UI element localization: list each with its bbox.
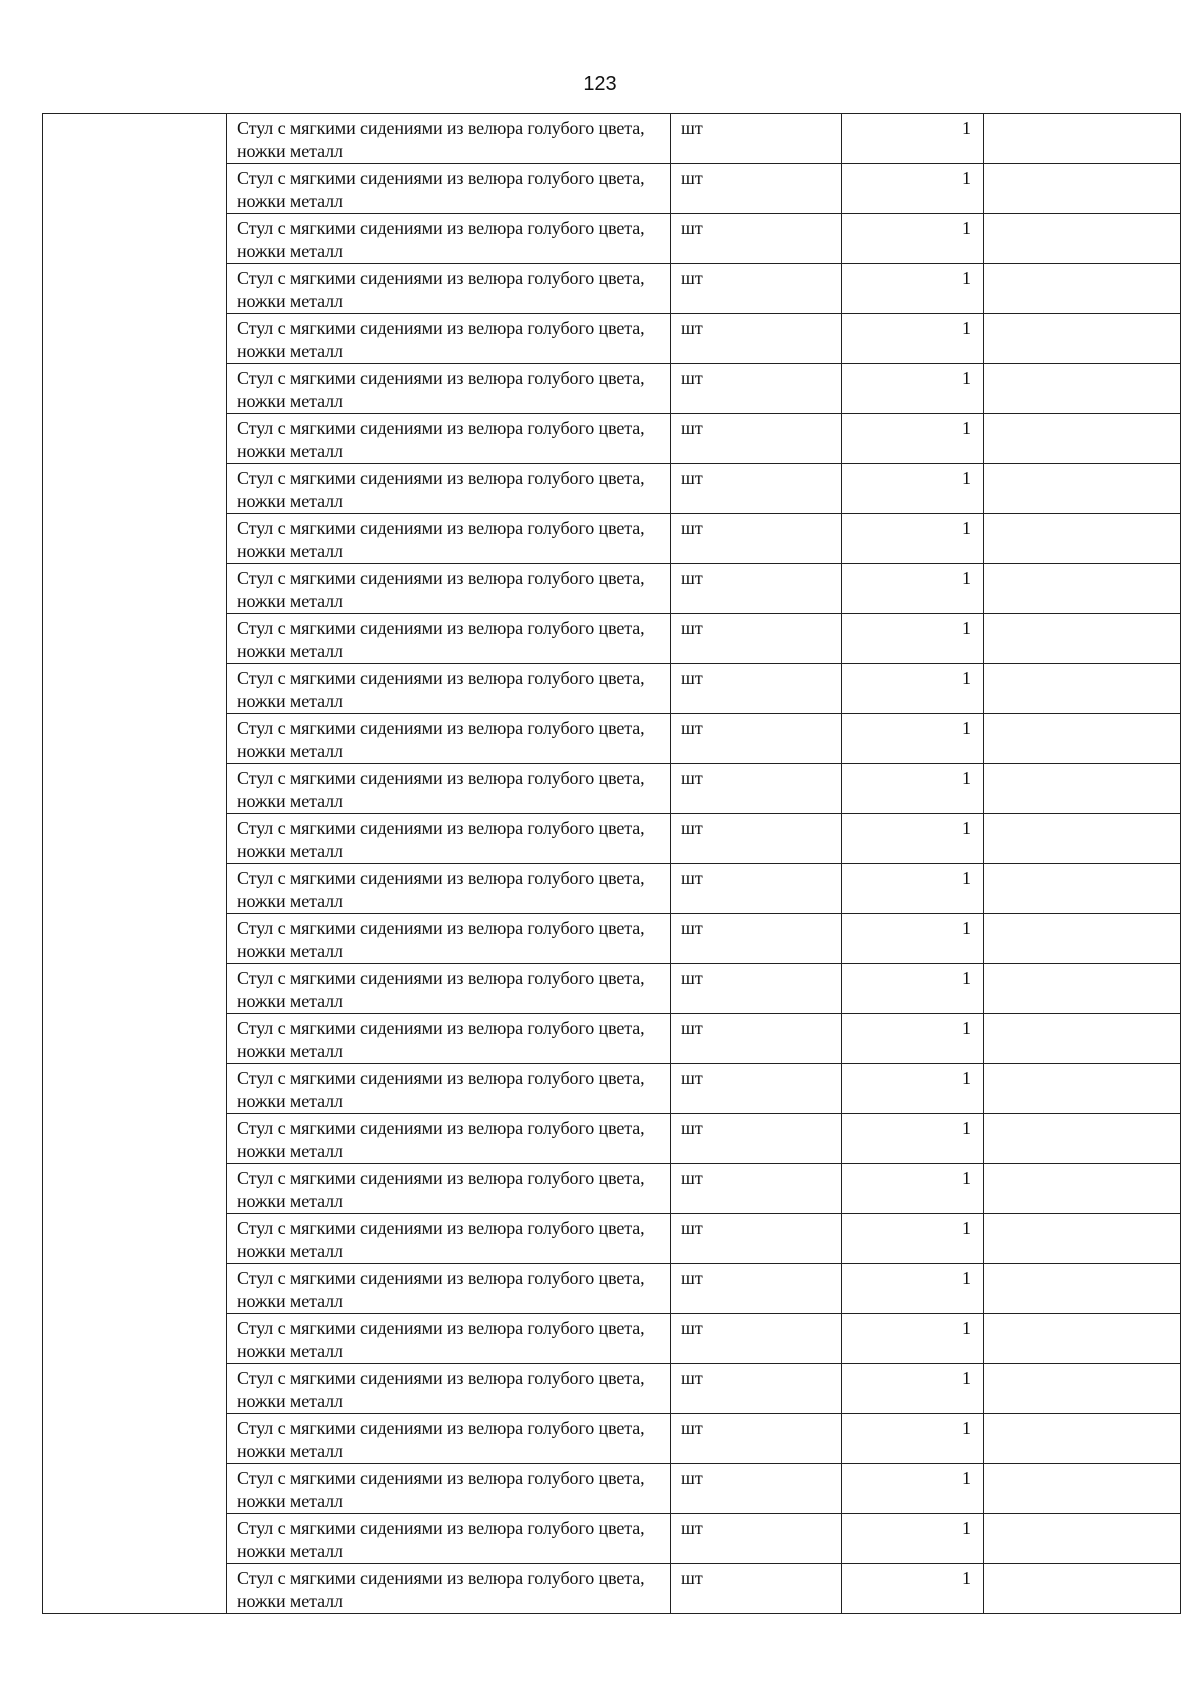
quantity-cell [842, 864, 984, 914]
unit-cell [671, 114, 842, 164]
description-cell [227, 114, 671, 164]
description-cell [227, 1414, 671, 1464]
item-unit: шт [681, 1518, 703, 1538]
item-quantity: 1 [962, 1318, 971, 1338]
item-quantity: 1 [962, 468, 971, 488]
description-cell [227, 1264, 671, 1314]
description-cell [227, 164, 671, 214]
inventory-table [42, 113, 1181, 1614]
unit-cell [671, 264, 842, 314]
unit-cell [671, 464, 842, 514]
unit-cell [671, 214, 842, 264]
item-description: Стул с мягкими сидениями из велюра голубого цвета, ножки металл [237, 868, 645, 911]
unit-cell [671, 1064, 842, 1114]
item-unit: шт [681, 668, 703, 688]
note-cell [984, 614, 1181, 664]
item-unit: шт [681, 168, 703, 188]
description-cell [227, 514, 671, 564]
unit-cell [671, 914, 842, 964]
description-cell [227, 714, 671, 764]
item-description: Стул с мягкими сидениями из велюра голубого цвета, ножки металл [237, 418, 645, 461]
quantity-cell [842, 1314, 984, 1364]
item-description: Стул с мягкими сидениями из велюра голубого цвета, ножки металл [237, 1568, 645, 1611]
note-cell [984, 1314, 1181, 1364]
item-description: Стул с мягкими сидениями из велюра голубого цвета, ножки металл [237, 518, 645, 561]
quantity-cell [842, 1214, 984, 1264]
item-quantity: 1 [962, 1568, 971, 1588]
quantity-cell [842, 514, 984, 564]
quantity-cell [842, 364, 984, 414]
note-cell [984, 564, 1181, 614]
description-cell [227, 214, 671, 264]
unit-cell [671, 564, 842, 614]
item-description: Стул с мягкими сидениями из велюра голубого цвета, ножки металл [237, 1368, 645, 1411]
description-cell [227, 264, 671, 314]
unit-cell [671, 1114, 842, 1164]
description-cell [227, 1064, 671, 1114]
note-cell [984, 964, 1181, 1014]
unit-cell [671, 1164, 842, 1214]
description-cell [227, 1014, 671, 1064]
quantity-cell [842, 414, 984, 464]
item-description: Стул с мягкими сидениями из велюра голубого цвета, ножки металл [237, 318, 645, 361]
item-quantity: 1 [962, 218, 971, 238]
item-description: Стул с мягкими сидениями из велюра голубого цвета, ножки металл [237, 1318, 645, 1361]
unit-cell [671, 1514, 842, 1564]
quantity-cell [842, 764, 984, 814]
item-description: Стул с мягкими сидениями из велюра голубого цвета, ножки металл [237, 1218, 645, 1261]
unit-cell [671, 364, 842, 414]
description-cell [227, 864, 671, 914]
item-unit: шт [681, 1218, 703, 1238]
note-cell [984, 1164, 1181, 1214]
quantity-cell [842, 714, 984, 764]
description-cell [227, 1564, 671, 1614]
quantity-cell [842, 264, 984, 314]
item-unit: шт [681, 468, 703, 488]
item-unit: шт [681, 418, 703, 438]
item-quantity: 1 [962, 418, 971, 438]
note-cell [984, 714, 1181, 764]
item-quantity: 1 [962, 868, 971, 888]
item-unit: шт [681, 118, 703, 138]
quantity-cell [842, 314, 984, 364]
item-unit: шт [681, 1268, 703, 1288]
unit-cell [671, 1464, 842, 1514]
unit-cell [671, 764, 842, 814]
item-description: Стул с мягкими сидениями из велюра голубого цвета, ножки металл [237, 618, 645, 661]
item-unit: шт [681, 318, 703, 338]
quantity-cell [842, 1414, 984, 1464]
inventory-table-body [43, 114, 1181, 1614]
item-description: Стул с мягкими сидениями из велюра голубого цвета, ножки металл [237, 1268, 645, 1311]
item-description: Стул с мягкими сидениями из велюра голубого цвета, ножки металл [237, 918, 645, 961]
item-unit: шт [681, 568, 703, 588]
item-unit: шт [681, 918, 703, 938]
note-cell [984, 164, 1181, 214]
page-number: 123 [583, 73, 617, 95]
note-cell [984, 664, 1181, 714]
description-cell [227, 1514, 671, 1564]
item-unit: шт [681, 968, 703, 988]
quantity-cell [842, 114, 984, 164]
note-cell [984, 1414, 1181, 1464]
item-quantity: 1 [962, 1118, 971, 1138]
item-quantity: 1 [962, 1518, 971, 1538]
item-quantity: 1 [962, 1018, 971, 1038]
note-cell [984, 314, 1181, 364]
item-quantity: 1 [962, 118, 971, 138]
item-unit: шт [681, 1368, 703, 1388]
unit-cell [671, 614, 842, 664]
note-cell [984, 114, 1181, 164]
unit-cell [671, 164, 842, 214]
description-cell [227, 1164, 671, 1214]
note-cell [984, 764, 1181, 814]
unit-cell [671, 714, 842, 764]
item-quantity: 1 [962, 368, 971, 388]
description-cell [227, 764, 671, 814]
item-description: Стул с мягкими сидениями из велюра голубого цвета, ножки металл [237, 1018, 645, 1061]
item-quantity: 1 [962, 1418, 971, 1438]
quantity-cell [842, 664, 984, 714]
item-description: Стул с мягкими сидениями из велюра голубого цвета, ножки металл [237, 218, 645, 261]
note-cell [984, 1214, 1181, 1264]
quantity-cell [842, 914, 984, 964]
item-description: Стул с мягкими сидениями из велюра голубого цвета, ножки металл [237, 268, 645, 311]
item-unit: шт [681, 268, 703, 288]
description-cell [227, 1314, 671, 1364]
item-unit: шт [681, 518, 703, 538]
note-cell [984, 864, 1181, 914]
item-description: Стул с мягкими сидениями из велюра голубого цвета, ножки металл [237, 1068, 645, 1111]
item-unit: шт [681, 1118, 703, 1138]
unit-cell [671, 864, 842, 914]
item-quantity: 1 [962, 1068, 971, 1088]
quantity-cell [842, 614, 984, 664]
item-unit: шт [681, 368, 703, 388]
item-quantity: 1 [962, 268, 971, 288]
unit-cell [671, 414, 842, 464]
item-quantity: 1 [962, 768, 971, 788]
quantity-cell [842, 1064, 984, 1114]
item-unit: шт [681, 868, 703, 888]
item-description: Стул с мягкими сидениями из велюра голубого цвета, ножки металл [237, 968, 645, 1011]
item-description: Стул с мягкими сидениями из велюра голубого цвета, ножки металл [237, 818, 645, 861]
item-description: Стул с мягкими сидениями из велюра голубого цвета, ножки металл [237, 368, 645, 411]
description-cell [227, 464, 671, 514]
item-description: Стул с мягкими сидениями из велюра голубого цвета, ножки металл [237, 1168, 645, 1211]
item-quantity: 1 [962, 168, 971, 188]
note-cell [984, 414, 1181, 464]
note-cell [984, 1564, 1181, 1614]
item-unit: шт [681, 618, 703, 638]
item-description: Стул с мягкими сидениями из велюра голубого цвета, ножки металл [237, 168, 645, 211]
item-unit: шт [681, 718, 703, 738]
item-description: Стул с мягкими сидениями из велюра голубого цвета, ножки металл [237, 718, 645, 761]
item-unit: шт [681, 1068, 703, 1088]
item-quantity: 1 [962, 818, 971, 838]
description-cell [227, 314, 671, 364]
quantity-cell [842, 214, 984, 264]
item-unit: шт [681, 768, 703, 788]
quantity-cell [842, 564, 984, 614]
item-description: Стул с мягкими сидениями из велюра голубого цвета, ножки металл [237, 568, 645, 611]
unit-cell [671, 1314, 842, 1364]
note-cell [984, 814, 1181, 864]
item-quantity: 1 [962, 318, 971, 338]
unit-cell [671, 1364, 842, 1414]
quantity-cell [842, 1164, 984, 1214]
item-quantity: 1 [962, 518, 971, 538]
quantity-cell [842, 814, 984, 864]
item-unit: шт [681, 1168, 703, 1188]
description-cell [227, 914, 671, 964]
unit-cell [671, 964, 842, 1014]
quantity-cell [842, 1114, 984, 1164]
item-description: Стул с мягкими сидениями из велюра голубого цвета, ножки металл [237, 1468, 645, 1511]
quantity-cell [842, 1464, 984, 1514]
table-row [43, 114, 1181, 164]
item-quantity: 1 [962, 1268, 971, 1288]
quantity-cell [842, 1014, 984, 1064]
item-quantity: 1 [962, 1368, 971, 1388]
unit-cell [671, 664, 842, 714]
note-cell [984, 1014, 1181, 1064]
description-cell [227, 964, 671, 1014]
item-description: Стул с мягкими сидениями из велюра голубого цвета, ножки металл [237, 668, 645, 711]
item-unit: шт [681, 1468, 703, 1488]
item-unit: шт [681, 218, 703, 238]
description-cell [227, 814, 671, 864]
description-cell [227, 1214, 671, 1264]
note-cell [984, 514, 1181, 564]
unit-cell [671, 1564, 842, 1614]
unit-cell [671, 314, 842, 364]
item-quantity: 1 [962, 1218, 971, 1238]
description-cell [227, 414, 671, 464]
item-quantity: 1 [962, 918, 971, 938]
note-cell [984, 214, 1181, 264]
note-cell [984, 1064, 1181, 1114]
item-unit: шт [681, 1568, 703, 1588]
item-quantity: 1 [962, 618, 971, 638]
unit-cell [671, 1214, 842, 1264]
description-cell [227, 614, 671, 664]
item-quantity: 1 [962, 1168, 971, 1188]
item-unit: шт [681, 1318, 703, 1338]
item-unit: шт [681, 1018, 703, 1038]
item-description: Стул с мягкими сидениями из велюра голубого цвета, ножки металл [237, 1518, 645, 1561]
description-cell [227, 564, 671, 614]
quantity-cell [842, 1564, 984, 1614]
note-cell [984, 1364, 1181, 1414]
item-description: Стул с мягкими сидениями из велюра голубого цвета, ножки металл [237, 118, 645, 161]
note-cell [984, 1464, 1181, 1514]
item-unit: шт [681, 818, 703, 838]
item-unit: шт [681, 1418, 703, 1438]
quantity-cell [842, 1264, 984, 1314]
note-cell [984, 464, 1181, 514]
note-cell [984, 914, 1181, 964]
unit-cell [671, 1014, 842, 1064]
unit-cell [671, 1414, 842, 1464]
item-description: Стул с мягкими сидениями из велюра голубого цвета, ножки металл [237, 768, 645, 811]
item-quantity: 1 [962, 968, 971, 988]
unit-cell [671, 514, 842, 564]
item-description: Стул с мягкими сидениями из велюра голубого цвета, ножки металл [237, 468, 645, 511]
description-cell [227, 1114, 671, 1164]
description-cell [227, 1464, 671, 1514]
quantity-cell [842, 1514, 984, 1564]
quantity-cell [842, 464, 984, 514]
item-description: Стул с мягкими сидениями из велюра голубого цвета, ножки металл [237, 1118, 645, 1161]
note-cell [984, 1514, 1181, 1564]
unit-cell [671, 1264, 842, 1314]
item-quantity: 1 [962, 718, 971, 738]
item-quantity: 1 [962, 668, 971, 688]
unit-cell [671, 814, 842, 864]
description-cell [227, 364, 671, 414]
item-description: Стул с мягкими сидениями из велюра голубого цвета, ножки металл [237, 1418, 645, 1461]
quantity-cell [842, 164, 984, 214]
merged-category-cell [43, 114, 227, 1614]
note-cell [984, 264, 1181, 314]
item-quantity: 1 [962, 1468, 971, 1488]
description-cell [227, 664, 671, 714]
description-cell [227, 1364, 671, 1414]
note-cell [984, 1264, 1181, 1314]
note-cell [984, 1114, 1181, 1164]
item-quantity: 1 [962, 568, 971, 588]
quantity-cell [842, 964, 984, 1014]
quantity-cell [842, 1364, 984, 1414]
note-cell [984, 364, 1181, 414]
